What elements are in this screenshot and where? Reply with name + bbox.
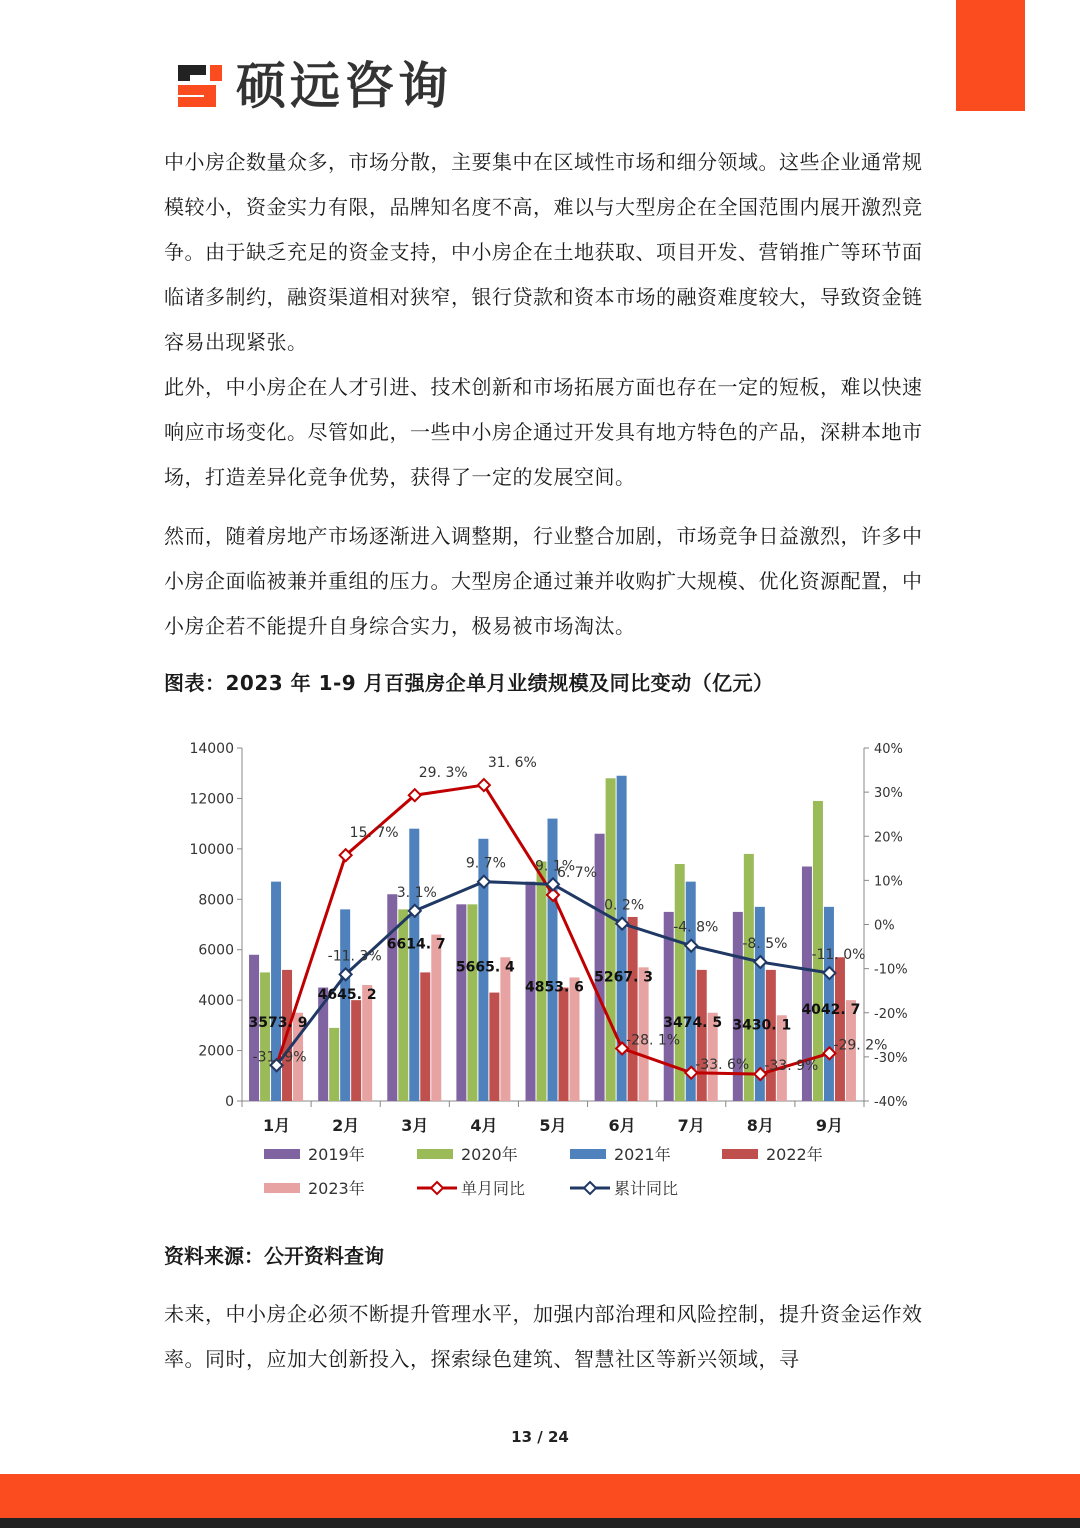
legend-marker [584,1182,596,1194]
x-tick-label: 1月 [262,1116,291,1135]
body-text-top [164,140,924,649]
x-tick-label: 8月 [746,1116,774,1135]
line-data-label: -33. 9% [764,1058,819,1075]
y2-tick-label: 40% [874,742,903,757]
legend-label: 2023年 [308,1179,365,1198]
line-data-label: 9. 1% [535,858,576,875]
line-data-label: 31. 6% [487,755,537,772]
bar-2022年 [628,917,638,1101]
footer-edge [0,1518,1080,1528]
bar-data-label: 4042. 7 [801,1002,861,1019]
legend-label: 2022年 [766,1145,823,1164]
y2-tick-label: -10% [874,962,908,978]
line-data-label: -29. 2% [833,1037,888,1054]
bar-2020年 [260,972,270,1101]
x-tick-label: 3月 [401,1116,429,1135]
y2-tick-label: 10% [874,874,903,890]
bar-data-label: 3474. 5 [663,1014,723,1031]
paragraph: 中小房企数量众多，市场分散，主要集中在区域性市场和细分领域。这些企业通常规模较小，资金实力有限，品牌知名度不高，难以与大型房企在全国范围内展开激烈竞争。由于缺乏充足的资金支持，中小房企在土地获取、项目开发、营销推广等环节面临诸多制约，融资渠道相对狭窄，银行贷款和资本市场的融资难度较大，导致资金链容易出现紧张。 [164,150,923,354]
paragraph: 然而，随着房地产市场逐渐进入调整期，行业整合加剧，市场竞争日益激烈，许多中小房企面临被兼并重组的压力。大型房企通过兼并收购扩大规模、优化资源配置，中小房企若不能提升自身综合实力，极易被市场淘汰。 [164,524,923,638]
line-data-label: -8. 5% [742,936,788,953]
y2-tick-label: 20% [874,830,903,846]
bar-2020年 [467,904,477,1101]
x-tick-label: 6月 [608,1116,636,1135]
bar-2023年 [570,977,580,1101]
bar-2022年 [489,993,499,1101]
y-tick-label: 12000 [189,791,234,808]
legend-label: 2019年 [308,1145,365,1164]
bar-2023年 [431,935,441,1101]
brand-logo [176,58,452,114]
y-tick-label: 0 [225,1094,234,1110]
y2-tick-label: -30% [874,1050,908,1066]
line-data-label: -4. 8% [673,919,719,936]
x-tick-label: 2月 [332,1116,360,1135]
y-tick-label: 14000 [189,741,234,757]
legend-swatch [417,1149,453,1159]
line-data-label: 0. 2% [604,897,645,914]
line-data-label: -33. 6% [695,1056,750,1073]
body-text-bottom [164,1292,924,1382]
bar-data-label: 5665. 4 [455,959,515,976]
legend-swatch [722,1149,758,1159]
bar-line-chart [164,728,924,1218]
y-tick-label: 6000 [198,942,234,959]
y2-tick-label: 30% [874,786,903,802]
x-tick-label: 7月 [677,1116,705,1135]
line-data-label: 3. 1% [396,884,437,901]
bar-2021年 [409,829,419,1101]
bar-2021年 [340,909,350,1101]
bar-data-label: 5267. 3 [594,969,654,986]
bar-2022年 [420,972,430,1101]
y-tick-label: 8000 [198,892,234,909]
y-tick-label: 10000 [189,841,234,858]
footer-bar [0,1474,1080,1518]
source-note: 资料来源：公开资料查询 [164,1244,384,1268]
bar-2020年 [675,864,685,1101]
x-tick-label: 4月 [470,1116,498,1135]
y-tick-label: 2000 [198,1043,234,1060]
line-data-label: -28. 1% [626,1032,681,1049]
bar-2023年 [500,957,510,1101]
bar-2022年 [351,1000,361,1101]
bar-2019年 [456,904,466,1101]
bar-2022年 [766,970,776,1101]
line-data-label: 15. 7% [349,825,399,842]
bar-data-label: 6614. 7 [386,936,446,953]
page-number: 13 / 24 [511,1428,569,1446]
bar-2020年 [329,1028,339,1101]
chart [164,728,924,1222]
legend-swatch [570,1149,606,1159]
bar-2019年 [387,894,397,1101]
legend-marker [431,1182,443,1194]
bar-2022年 [835,957,845,1101]
brand-name: 硕远咨询 [236,57,452,115]
bar-2022年 [559,988,569,1101]
line-data-label: 29. 3% [418,765,468,782]
line-data-label: 6. 7% [557,864,598,881]
x-tick-label: 5月 [539,1116,567,1135]
legend-label: 累计同比 [614,1179,679,1198]
bar-2022年 [697,970,707,1101]
legend-label: 2021年 [614,1145,671,1164]
bar-data-label: 3573. 9 [248,1014,308,1031]
y2-tick-label: 0% [874,918,895,934]
chart-caption: 图表：2023 年 1-9 月百强房企单月业绩规模及同比变动（亿元） [164,671,774,695]
bar-2020年 [606,778,616,1101]
legend-label: 2020年 [461,1145,518,1164]
paragraph: 此外，中小房企在人才引进、技术创新和市场拓展方面也存在一定的短板，难以快速响应市场变化。尽管如此，一些中小房企通过开发具有地方特色的产品，深耕本地市场，打造差异化竞争优势，获得了一定的发展空间。 [164,375,923,489]
bar-data-label: 4645. 2 [317,987,377,1004]
line-data-label: 9. 7% [465,855,506,872]
x-tick-label: 9月 [815,1116,844,1135]
y2-tick-label: -40% [874,1095,908,1110]
line-data-label: -11. 3% [327,948,382,965]
legend-swatch [264,1183,300,1193]
bar-data-label: 4853. 6 [525,979,584,996]
line-data-label: -11. 0% [811,947,866,964]
legend-label: 单月同比 [461,1179,526,1198]
paragraph: 未来，中小房企必须不断提升管理水平，加强内部治理和风险控制，提升资金运作效率。同时，应加大创新投入，探索绿色建筑、智慧社区等新兴领域，寻 [164,1302,923,1371]
y-tick-label: 4000 [198,993,234,1010]
corner-accent-tab [956,0,1025,111]
bar-data-label: 3430. 1 [732,1017,792,1034]
y2-tick-label: -20% [874,1006,908,1022]
legend-swatch [264,1149,300,1159]
line-data-label: -31. 9% [252,1049,307,1066]
logo-mark-icon [176,61,226,111]
